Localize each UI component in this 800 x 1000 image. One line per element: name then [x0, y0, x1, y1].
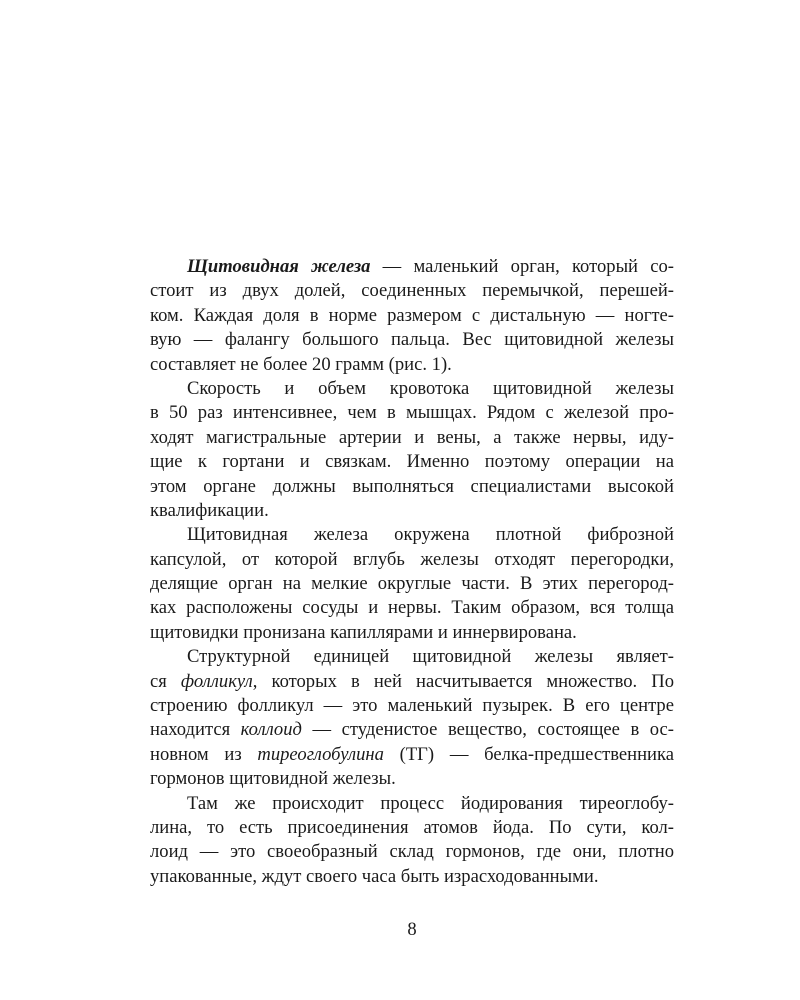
text-line: [150, 816, 674, 840]
term-italic: тиреоглобулина: [257, 743, 384, 765]
text-line: [150, 279, 674, 303]
text-line: [150, 499, 674, 523]
text-line: [150, 401, 674, 425]
text-segment: Щитовидная железа окружена плотной фиброзной: [187, 524, 674, 546]
text-segment: делящие орган на мелкие округлые части. В этих перегород-: [150, 573, 674, 595]
text-segment: Структурной единицей щитовидной железы являет-: [187, 646, 674, 668]
text-segment: составляет не более 20 грамм (рис. 1).: [150, 353, 452, 375]
text-segment: лина, то есть присоединения атомов йода. По сути, кол-: [150, 816, 674, 838]
text-segment: — маленький орган, который со-: [370, 256, 674, 277]
term-heading: Щитовидная железа: [187, 256, 371, 277]
text-line: [150, 548, 674, 572]
paragraph: [150, 255, 674, 377]
text-line: [150, 792, 674, 816]
text-line: [150, 475, 674, 499]
text-segment: (ТГ) — белка-предшественника: [383, 743, 674, 765]
term-italic: коллоид: [240, 719, 302, 741]
paragraph: [150, 792, 674, 890]
text-line: [150, 353, 674, 377]
text-segment: гормонов щитовидной железы.: [150, 768, 396, 790]
text-segment: упакованные, ждут своего часа быть израсходованными.: [150, 865, 599, 887]
text-line: [150, 621, 674, 645]
text-line: [150, 523, 674, 547]
text-segment: ком. Каждая доля в норме размером с дистальную — ногте-: [150, 304, 674, 326]
text-segment: Там же происходит процесс йодирования тиреоглобу-: [187, 792, 674, 814]
text-segment: — студенистое вещество, состоящее в ос-: [301, 719, 674, 741]
text-line: [150, 694, 674, 718]
text-line: [150, 670, 674, 694]
text-segment: в 50 раз интенсивнее, чем в мышцах. Рядом с железой про-: [150, 402, 674, 424]
text-segment: щие к гортани и связкам. Именно поэтому операции на: [150, 451, 674, 473]
text-line: [150, 596, 674, 620]
term-italic: фолликул: [180, 670, 253, 692]
text-segment: строению фолликул — это маленький пузырек. В его центре: [150, 695, 674, 717]
text-line: [150, 865, 674, 889]
text-line: [150, 572, 674, 596]
text-line: [150, 450, 674, 474]
text-line: [150, 426, 674, 450]
text-segment: лоид — это своеобразный склад гормонов, где они, плотно: [150, 841, 674, 863]
text-line: [150, 328, 674, 352]
text-segment: стоит из двух долей, соединенных перемычкой, перешей-: [150, 280, 674, 302]
text-segment: квалификации.: [150, 499, 269, 521]
text-segment: этом органе должны выполняться специалистами высокой: [150, 475, 674, 497]
text-line: [150, 645, 674, 669]
text-line: [150, 304, 674, 328]
body-text: [150, 255, 674, 889]
paragraph: [150, 645, 674, 791]
text-segment: капсулой, от которой вглубь железы отходят перегородки,: [150, 548, 674, 570]
text-segment: новном из: [150, 743, 258, 765]
text-line: [150, 840, 674, 864]
text-line: [150, 767, 674, 791]
text-segment: ках расположены сосуды и нервы. Таким образом, вся толща: [150, 597, 674, 619]
page-number: 8: [407, 919, 417, 940]
text-segment: находится: [150, 719, 241, 741]
text-segment: щитовидки пронизана капиллярами и иннервирована.: [150, 621, 577, 643]
text-line: [150, 377, 674, 401]
paragraph: [150, 523, 674, 645]
text-line: [150, 718, 674, 742]
text-line: [150, 743, 674, 767]
text-segment: ся: [150, 670, 181, 692]
text-line: [150, 255, 674, 279]
text-segment: , которых в ней насчитывается множество. По: [252, 670, 674, 692]
paragraph: [150, 377, 674, 523]
text-segment: ходят магистральные артерии и вены, а также нервы, иду-: [150, 426, 674, 448]
text-segment: вую — фалангу большого пальца. Вес щитовидной железы: [150, 329, 674, 351]
text-segment: Скорость и объем кровотока щитовидной железы: [187, 377, 674, 399]
